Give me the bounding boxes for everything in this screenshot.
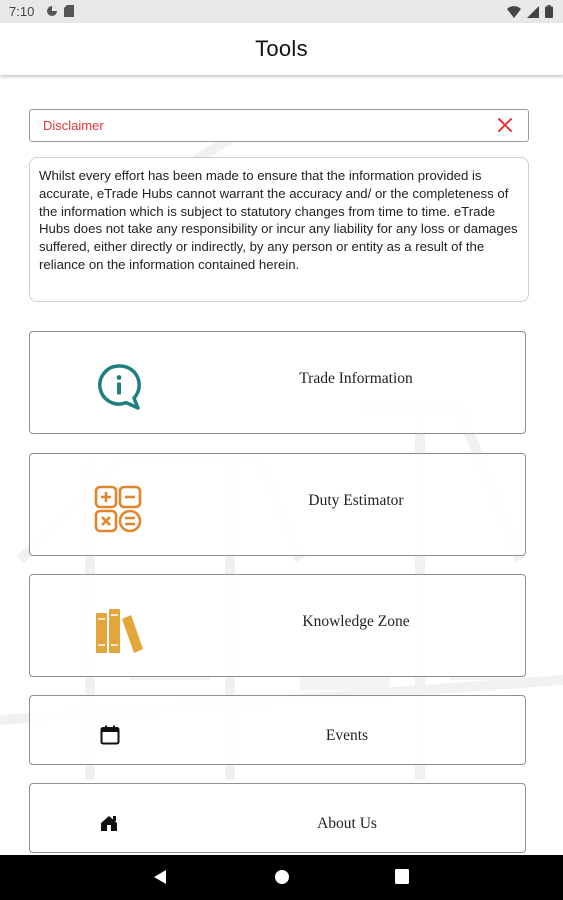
knowledge-zone-label: Knowledge Zone xyxy=(302,613,410,630)
duty-estimator-label: Duty Estimator xyxy=(308,492,404,509)
wifi-icon xyxy=(507,6,521,18)
status-time: 7:10 xyxy=(9,4,35,19)
disclaimer-header xyxy=(29,109,529,142)
disclaimer-label: Disclaimer xyxy=(43,118,104,133)
events-button[interactable] xyxy=(29,695,526,765)
home-button[interactable] xyxy=(274,869,290,885)
knowledge-zone-button[interactable] xyxy=(29,574,526,677)
calculator-icon xyxy=(94,485,142,533)
calendar-icon xyxy=(100,725,120,745)
trade-information-button[interactable] xyxy=(29,331,526,434)
recents-button[interactable] xyxy=(395,869,409,884)
disclaimer-text: Whilst every effort has been made to ensure that the information provided is accurate, eTrade Hubs cannot warrant the accuracy and/ or the completeness of the information which is subject to statutory changes from time to time. eTrade Hubs does not take any responsibility or incur any liability for any loss or damages suffered, either directly or indirectly, by any person or entity as a result of the reliance on the information contained herein. xyxy=(29,157,529,302)
sd-card-icon xyxy=(64,5,74,17)
about-us-button[interactable] xyxy=(29,783,526,853)
status-bar xyxy=(0,0,563,23)
data-saver-icon xyxy=(46,5,58,17)
page-title: Tools xyxy=(255,36,308,61)
close-icon[interactable] xyxy=(497,117,513,133)
signal-icon xyxy=(527,6,539,18)
back-button[interactable] xyxy=(153,869,167,885)
events-label: Events xyxy=(325,727,369,744)
about-us-label: About Us xyxy=(317,815,377,832)
info-chat-icon xyxy=(94,362,144,412)
books-icon xyxy=(94,605,144,655)
home-icon xyxy=(100,814,120,832)
battery-icon xyxy=(545,5,553,18)
app-bar xyxy=(0,23,563,75)
trade-information-label: Trade Information xyxy=(299,370,413,387)
duty-estimator-button[interactable] xyxy=(29,453,526,556)
system-navigation-bar xyxy=(0,855,563,900)
